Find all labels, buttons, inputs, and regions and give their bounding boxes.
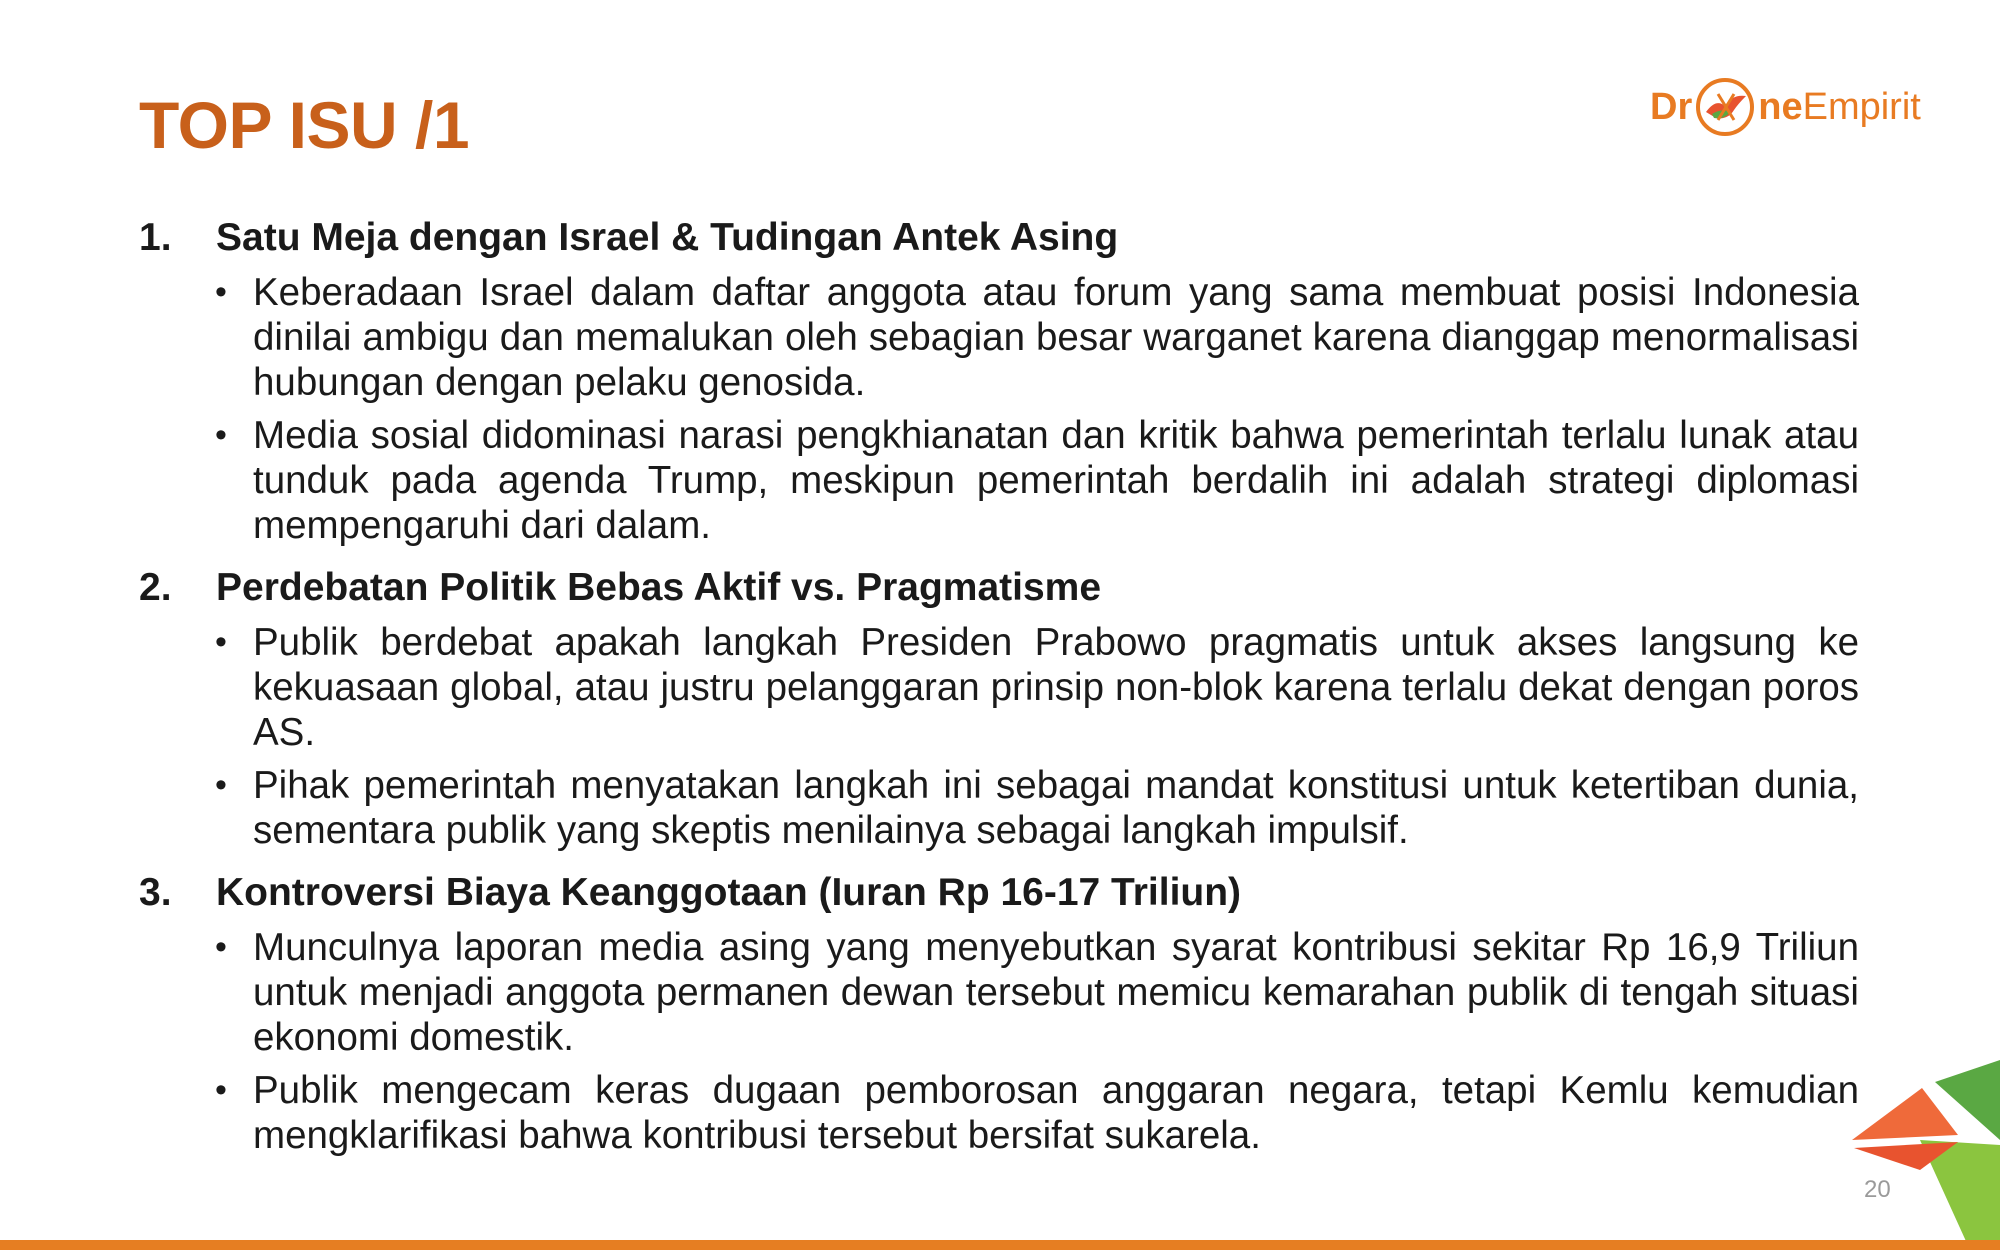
bullet-item <box>215 763 1859 853</box>
drone-emprit-logo <box>1650 72 1921 142</box>
drone-bird-icon <box>1694 76 1756 138</box>
bullet-icon: • <box>215 623 227 661</box>
bullet-text: Keberadaan Israel dalam daftar anggota atau forum yang sama membuat posisi Indonesia dinilai ambigu dan memalukan oleh sebagian besar warganet karena dianggap menormalisasi hubungan dengan pelaku genosida. <box>253 271 1859 404</box>
corner-decoration <box>1840 1040 2000 1250</box>
issue-item <box>139 212 1859 548</box>
issue-list <box>139 212 1859 1172</box>
issue-number: 2. <box>139 566 172 609</box>
issue-heading: Perdebatan Politik Bebas Aktif vs. Pragmatisme <box>216 566 1102 609</box>
bullet-icon: • <box>215 1071 227 1109</box>
bullet-icon: • <box>215 928 227 966</box>
bullet-item <box>215 925 1859 1060</box>
bullet-item <box>215 413 1859 548</box>
issue-number: 3. <box>139 871 172 914</box>
bullet-icon: • <box>215 416 227 454</box>
bullet-item <box>215 270 1859 405</box>
bullet-text: Media sosial didominasi narasi pengkhianatan dan kritik bahwa pemerintah terlalu lunak atau tunduk pada agenda Trump, meskipun pemerintah berdalih ini adalah strategi diplomasi mempengaruhi dari dalam. <box>253 414 1859 547</box>
issue-heading: Satu Meja dengan Israel & Tudingan Antek Asing <box>216 216 1119 259</box>
bullet-text: Publik mengecam keras dugaan pemborosan anggaran negara, tetapi Kemlu kemudian mengklarifikasi bahwa kontribusi tersebut bersifat sukarela. <box>253 1069 1859 1157</box>
issue-item <box>139 867 1859 1158</box>
bullet-list <box>139 270 1859 548</box>
issue-number: 1. <box>139 216 172 259</box>
bullet-item <box>215 620 1859 755</box>
bullet-text: Publik berdebat apakah langkah Presiden Prabowo pragmatis untuk akses langsung ke kekuasaan global, atau justru pelanggaran prinsip non-blok karena terlalu dekat dengan poros AS. <box>253 621 1859 754</box>
bullet-icon: • <box>215 766 227 804</box>
bullet-text: Pihak pemerintah menyatakan langkah ini sebagai mandat konstitusi untuk ketertiban dunia, sementara publik yang skeptis menilainya sebagai langkah impulsif. <box>253 764 1859 852</box>
logo-text-ne: ne <box>1758 86 1803 128</box>
page-number: 20 <box>1864 1176 1891 1203</box>
issue-heading-row <box>139 212 1859 264</box>
logo-text-empirit: Empirit <box>1802 86 1921 128</box>
bottom-accent-bar <box>0 1240 2000 1250</box>
bullet-text: Munculnya laporan media asing yang menyebutkan syarat kontribusi sekitar Rp 16,9 Triliun untuk menjadi anggota permanen dewan tersebut memicu kemarahan publik di tengah situasi ekonomi domestik. <box>253 926 1859 1059</box>
issue-heading-row <box>139 562 1859 614</box>
bullet-item <box>215 1068 1859 1158</box>
bullet-list <box>139 925 1859 1158</box>
slide-title: TOP ISU /1 <box>139 88 470 162</box>
logo-text-dr: Dr <box>1650 86 1693 128</box>
bullet-icon: • <box>215 273 227 311</box>
issue-heading: Kontroversi Biaya Keanggotaan (Iuran Rp 16-17 Triliun) <box>216 871 1242 914</box>
issue-heading-row <box>139 867 1859 919</box>
issue-item <box>139 562 1859 853</box>
bullet-list <box>139 620 1859 853</box>
